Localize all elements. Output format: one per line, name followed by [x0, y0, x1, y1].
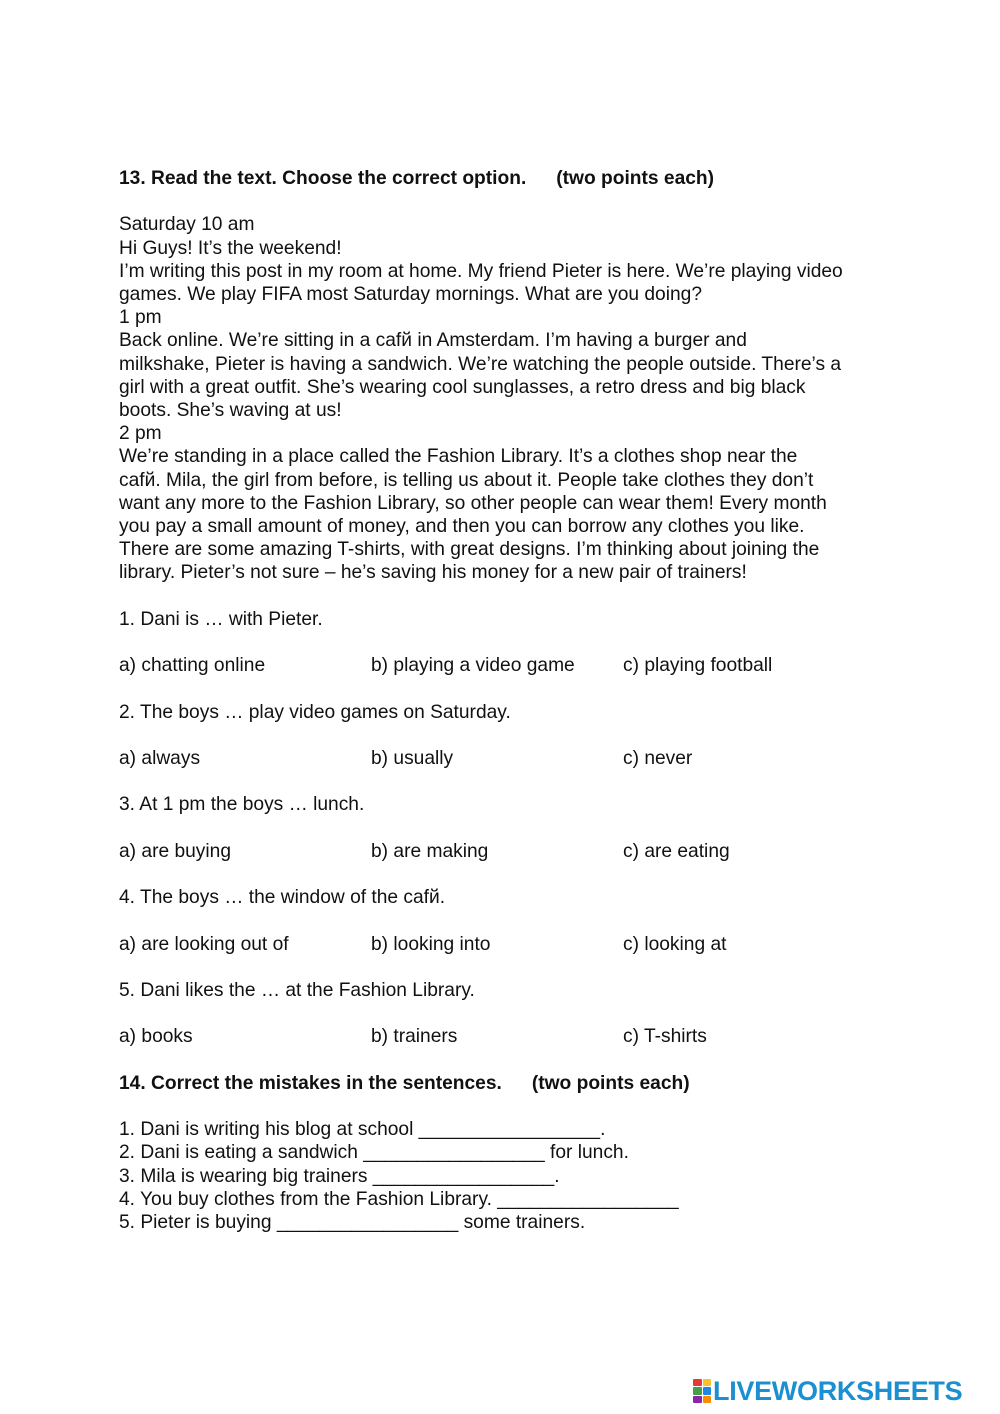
question-4-options	[119, 933, 899, 956]
text-line: want any more to the Fashion Library, so other people can wear them! Every month	[119, 492, 827, 514]
question-5-options	[119, 1025, 899, 1048]
option-b[interactable]: b) usually	[371, 748, 454, 769]
option-b[interactable]: b) playing a video game	[371, 655, 575, 677]
logo-square	[693, 1379, 702, 1386]
text-line: We’re standing in a place called the Fashion Library. It’s a clothes shop near the	[119, 446, 798, 468]
option-a[interactable]: a) books	[119, 1026, 193, 1048]
question-1: 1. Dani is … with Pieter.	[119, 608, 323, 630]
correction-sentence[interactable]: 5. Pieter is buying _________________ some trainers.	[119, 1211, 586, 1233]
text-line: girl with a great outfit. She’s wearing cool sunglasses, a retro dress and big black	[119, 376, 806, 398]
text-line: games. We play FIFA most Saturday mornings. What are you doing?	[119, 284, 703, 305]
section-13-title: 13. Read the text. Choose the correct option.	[119, 168, 527, 189]
text-line: Saturday 10 am	[119, 214, 255, 236]
option-a[interactable]: a) are looking out of	[119, 933, 289, 955]
text-line: you pay a small amount of money, and then you can borrow any clothes you like.	[119, 516, 805, 538]
option-c[interactable]: c) T-shirts	[623, 1026, 707, 1048]
text-line: Hi Guys! It’s the weekend!	[119, 237, 342, 259]
correction-sentence[interactable]: 2. Dani is eating a sandwich _________________ for lunch.	[119, 1142, 629, 1164]
text-line: I’m writing this post in my room at home. My friend Pieter is here. We’re playing video	[119, 260, 843, 282]
text-line: library. Pieter’s not sure – he’s saving his money for a new pair of trainers!	[119, 562, 747, 584]
logo-square	[693, 1387, 702, 1394]
logo-square	[693, 1396, 702, 1403]
text-line: Back online. We’re sitting in a cafй in Amsterdam. I’m having a burger and	[119, 330, 747, 352]
correction-sentences	[119, 1118, 899, 1234]
section-14-points: (two points each)	[531, 1072, 690, 1094]
question-3-options	[119, 840, 899, 863]
option-a[interactable]: a) chatting online	[119, 655, 266, 677]
option-a[interactable]: a) always	[119, 748, 201, 769]
reading-text	[119, 213, 899, 584]
question-3: 3. At 1 pm the boys … lunch.	[119, 794, 365, 816]
liveworksheets-logo	[693, 1377, 962, 1405]
option-a[interactable]: a) are buying	[119, 840, 231, 862]
text-line: boots. She’s waving at us!	[119, 400, 342, 422]
question-1-options	[119, 654, 899, 677]
question-4: 4. The boys … the window of the cafй.	[119, 887, 446, 909]
correction-sentence[interactable]: 3. Mila is wearing big trainers _________________.	[119, 1165, 560, 1187]
question-2-options	[119, 747, 899, 770]
option-b[interactable]: b) are making	[371, 840, 489, 862]
text-line: milkshake, Pieter is having a sandwich. We’re watching the people outside. There’s a	[119, 353, 842, 375]
option-c[interactable]: c) looking at	[623, 933, 727, 955]
correction-sentence[interactable]: 4. You buy clothes from the Fashion Library. _________________	[119, 1188, 679, 1210]
option-b[interactable]: b) looking into	[371, 933, 491, 955]
option-b[interactable]: b) trainers	[371, 1026, 458, 1048]
logo-square	[703, 1379, 712, 1386]
text-line: 1 pm	[119, 307, 162, 329]
text-line: There are some amazing T-shirts, with great designs. I’m thinking about joining the	[119, 539, 820, 561]
section-14-title: 14. Correct the mistakes in the sentences.	[119, 1072, 502, 1094]
liveworksheets-logo-icon	[693, 1379, 711, 1403]
correction-sentence[interactable]: 1. Dani is writing his blog at school _________________.	[119, 1119, 606, 1141]
option-c[interactable]: c) playing football	[623, 655, 773, 677]
question-2: 2. The boys … play video games on Saturday.	[119, 701, 511, 723]
section-13-heading	[119, 167, 899, 190]
section-13-points: (two points each)	[556, 168, 715, 189]
logo-square	[703, 1396, 712, 1403]
option-c[interactable]: c) never	[623, 748, 693, 769]
text-line: cafй. Mila, the girl from before, is telling us about it. People take clothes they don’t	[119, 469, 814, 491]
logo-square	[703, 1387, 712, 1394]
worksheet-page	[119, 167, 899, 1234]
logo-text: LIVEWORKSHEETS	[713, 1376, 963, 1406]
question-5: 5. Dani likes the … at the Fashion Library.	[119, 979, 475, 1001]
section-14-heading	[119, 1072, 899, 1095]
text-line: 2 pm	[119, 423, 162, 445]
option-c[interactable]: c) are eating	[623, 840, 730, 862]
